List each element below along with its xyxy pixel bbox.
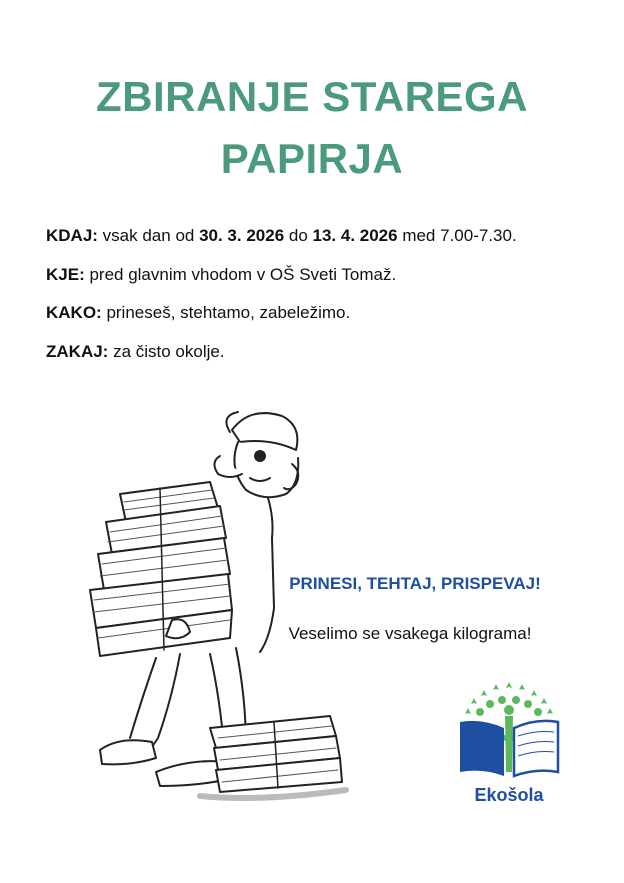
man-carrying-paper-stack-illustration [60,398,350,818]
when-date-from: 30. 3. 2026 [199,226,285,245]
where-text: pred glavnim vhodom v OŠ Sveti Tomaž. [84,264,397,284]
why-text: za čisto okolje. [108,342,225,362]
poster-title [0,66,624,190]
when-label: KDAJ: [46,226,98,245]
ekosola-logo-text: Ekošola [474,785,544,805]
motto: Veselimo se vsakega kilograma! [288,624,532,643]
when-date-to: 13. 4. 2026 [312,226,398,245]
info-when [46,226,606,246]
info-block [46,226,606,381]
when-text-3: med 7.00-7.30. [397,226,517,245]
why-label: ZAKAJ: [46,342,109,362]
info-where [46,265,606,285]
info-how [46,303,606,323]
where-label: KJE: [46,264,85,284]
when-text-2: do [284,226,313,245]
title-line-2: PAPIRJA [220,135,404,182]
slogan: PRINESI, TEHTAJ, PRISPEVAJ! [289,574,541,593]
title-line-1: ZBIRANJE STAREGA [96,73,528,120]
how-text: prineseš, stehtamo, zabeležimo. [101,303,351,323]
info-why [46,342,606,362]
how-label: KAKO: [46,303,102,323]
when-text-1: vsak dan od [97,226,200,245]
